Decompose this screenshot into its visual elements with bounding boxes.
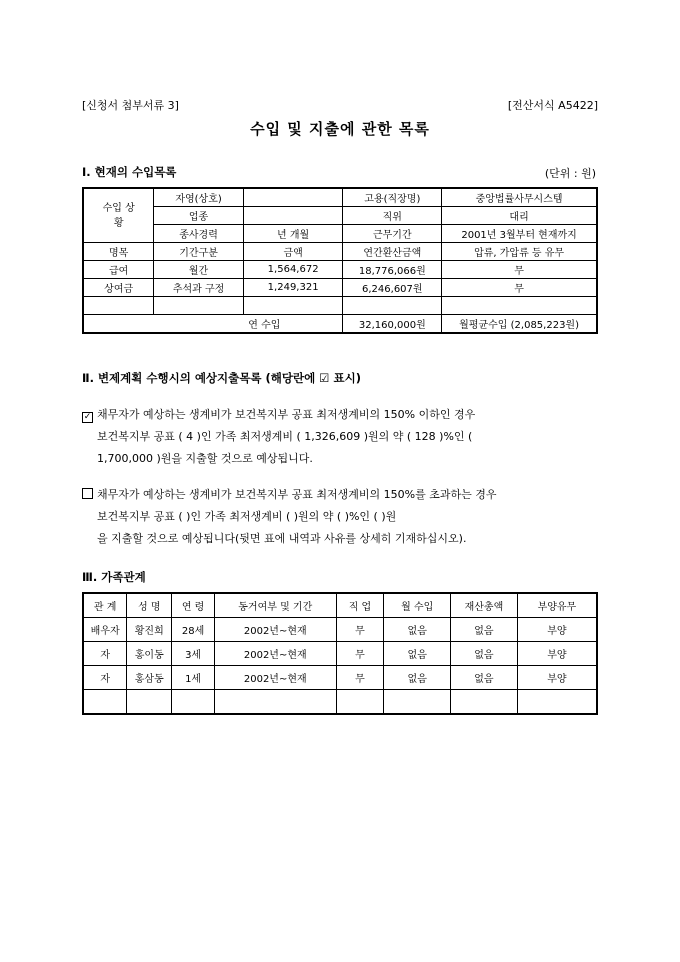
col-header-dependent: 부양유무 — [517, 593, 597, 618]
family-dependent — [517, 690, 597, 715]
family-age: 3세 — [172, 642, 215, 666]
family-job: 무 — [336, 618, 384, 642]
col-header-name: 성 명 — [127, 593, 172, 618]
section2-heading: Ⅱ. 변제계획 수행시의 예상지출목록 (해당란에 ☑ 표시) — [82, 371, 361, 385]
unit-label: (단위 : 원) — [544, 167, 596, 180]
family-dependent: 부양 — [517, 618, 597, 642]
col-header-relation: 관 계 — [83, 593, 127, 618]
family-assets: 없음 — [451, 666, 518, 690]
option1-checkbox[interactable]: ✓ — [83, 412, 92, 422]
income-annual: 18,776,066원 — [343, 261, 442, 279]
income-amount — [243, 297, 343, 315]
income-seizure: 무 — [442, 261, 597, 279]
family-name — [127, 690, 172, 715]
income-item — [83, 297, 154, 315]
self-employed-label: 자영(상호) — [154, 188, 243, 207]
table-row — [83, 618, 597, 642]
income-period — [154, 297, 243, 315]
col-header-monthly-income: 월 수입 — [384, 593, 451, 618]
option1-line1: 채무자가 예상하는 생계비가 보건복지부 공표 최저생계비의 150% 이하인 경우 — [97, 408, 476, 421]
employer-value: 중앙법률사무시스템 — [442, 188, 597, 207]
annual-income-label-text: 연 수입 — [248, 320, 281, 331]
option1-line2: 보건복지부 공표 ( 4 )인 가족 최저생계비 ( 1,326,609 )원의 약 ( 128 )%인 ( — [97, 430, 473, 443]
col-header-assets: 재산총액 — [451, 593, 518, 618]
income-annual: 6,246,607원 — [343, 279, 442, 297]
family-relation: 배우자 — [83, 618, 127, 642]
income-seizure — [442, 297, 597, 315]
annual-income-label — [83, 315, 343, 334]
family-monthly-income — [384, 690, 451, 715]
family-job — [336, 690, 384, 715]
family-monthly-income: 없음 — [384, 642, 451, 666]
income-row — [83, 279, 597, 297]
family-relation: 자 — [83, 666, 127, 690]
annual-income-value: 32,160,000원 — [343, 315, 442, 334]
option2-line2: 보건복지부 공표 ( )인 가족 최저생계비 ( )원의 약 ( )%인 ( )원 — [97, 510, 397, 523]
family-dependent: 부양 — [517, 666, 597, 690]
income-item: 급여 — [83, 261, 154, 279]
col-header-age: 연 령 — [172, 593, 215, 618]
option1-line3: 1,700,000 )원을 지출할 것으로 예상됩니다. — [97, 452, 313, 465]
form-code-label: [전산서식 A5422] — [507, 99, 598, 112]
family-job: 무 — [336, 642, 384, 666]
income-table — [82, 187, 598, 334]
col-header-seizure: 압류, 가압류 등 유무 — [442, 243, 597, 261]
career-value: 년 개월 — [243, 225, 343, 243]
family-job: 무 — [336, 666, 384, 690]
monthly-average-income: 월평균수입 (2,085,223원) — [442, 315, 597, 334]
table-row — [83, 690, 597, 715]
income-row — [83, 261, 597, 279]
col-header-job: 직 업 — [336, 593, 384, 618]
page-title: 수입 및 지출에 관한 목록 — [250, 120, 430, 138]
income-amount: 1,564,672 — [243, 261, 343, 279]
option2-block — [82, 484, 602, 550]
income-seizure: 무 — [442, 279, 597, 297]
family-age: 1세 — [172, 666, 215, 690]
col-header-cohabitation: 동거여부 및 기간 — [215, 593, 337, 618]
family-monthly-income: 없음 — [384, 666, 451, 690]
family-assets: 없음 — [451, 618, 518, 642]
self-employed-value — [243, 188, 343, 207]
table-row — [83, 666, 597, 690]
option2-line1: 채무자가 예상하는 생계비가 보건복지부 공표 최저생계비의 150%를 초과하는 경우 — [97, 488, 497, 501]
family-table — [82, 592, 598, 715]
family-relation — [83, 690, 127, 715]
family-cohabitation: 2002년~현재 — [215, 666, 337, 690]
family-name: 홍이동 — [127, 642, 172, 666]
family-cohabitation: 2002년~현재 — [215, 618, 337, 642]
section1-heading: Ⅰ. 현재의 수입목록 — [82, 165, 177, 179]
family-cohabitation: 2002년~현재 — [215, 642, 337, 666]
income-period: 월간 — [154, 261, 243, 279]
industry-label: 업종 — [154, 207, 243, 225]
family-dependent: 부양 — [517, 642, 597, 666]
family-age: 28세 — [172, 618, 215, 642]
option2-line3: 을 지출할 것으로 예상됩니다(뒷면 표에 내역과 사유를 상세히 기재하십시오). — [97, 532, 467, 545]
family-age — [172, 690, 215, 715]
position-value: 대리 — [442, 207, 597, 225]
work-period-value: 2001년 3월부터 현재까지 — [442, 225, 597, 243]
col-header-amount: 금액 — [243, 243, 343, 261]
form-attachment-label: [신청서 첨부서류 3] — [82, 99, 179, 112]
income-amount: 1,249,321 — [243, 279, 343, 297]
option2-checkbox[interactable] — [82, 488, 93, 499]
col-header-item: 명목 — [83, 243, 154, 261]
income-period: 추석과 구정 — [154, 279, 243, 297]
employer-label: 고용(직장명) — [343, 188, 442, 207]
family-name: 황진희 — [127, 618, 172, 642]
family-assets: 없음 — [451, 642, 518, 666]
family-relation: 자 — [83, 642, 127, 666]
section3-heading: Ⅲ. 가족관계 — [82, 570, 146, 584]
income-status-label: 수입 상황 — [83, 188, 154, 243]
family-header-row — [83, 593, 597, 618]
option1-block — [82, 404, 602, 470]
income-item: 상여금 — [83, 279, 154, 297]
income-row — [83, 297, 597, 315]
col-header-period: 기간구분 — [154, 243, 243, 261]
position-label: 직위 — [343, 207, 442, 225]
career-label: 종사경력 — [154, 225, 243, 243]
family-name: 홍삼동 — [127, 666, 172, 690]
col-header-annual: 연간환산금액 — [343, 243, 442, 261]
family-cohabitation — [215, 690, 337, 715]
income-annual — [343, 297, 442, 315]
family-monthly-income: 없음 — [384, 618, 451, 642]
industry-value — [243, 207, 343, 225]
work-period-label: 근무기간 — [343, 225, 442, 243]
table-row — [83, 642, 597, 666]
family-assets — [451, 690, 518, 715]
